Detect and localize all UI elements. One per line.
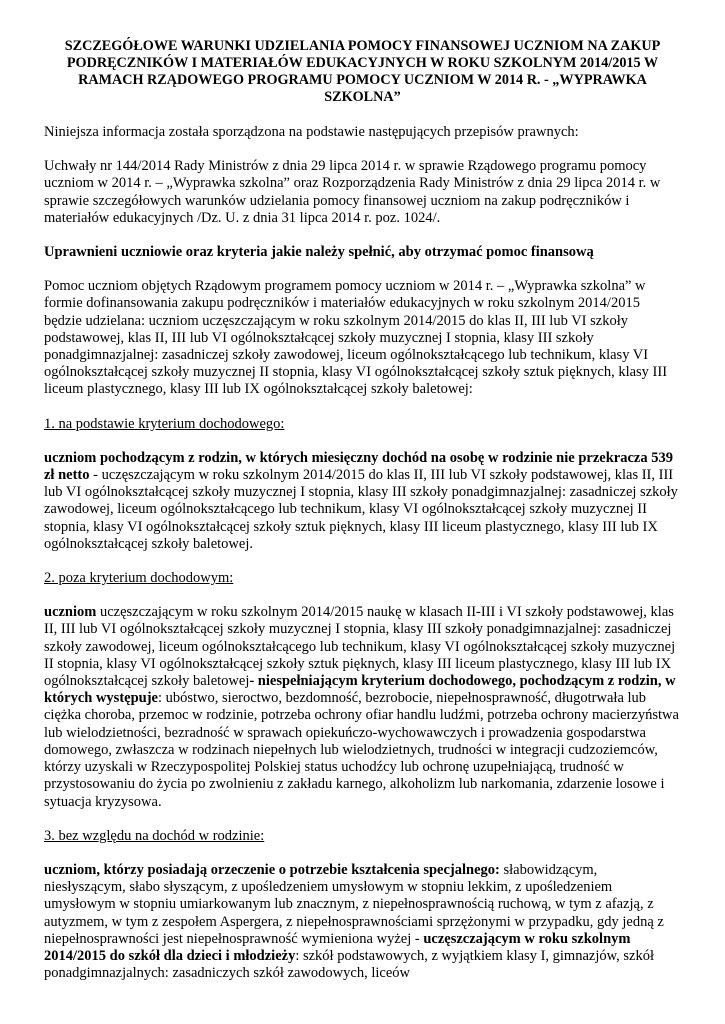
criterion-3-bold-mid: uczęszczającym w roku szkolnym 2014/2015 do szkół dla dzieci i młodzieży <box>44 930 631 964</box>
criterion-3-paragraph <box>44 862 681 982</box>
section-heading: Uprawnieni uczniowie oraz kryteria jakie należy spełnić, aby otrzymać pomoc finansową <box>44 244 594 261</box>
criterion-2-heading: 2. poza kryterium dochodowym: <box>44 570 234 587</box>
criterion-1-bold-lead: uczniom pochodzącym z rodzin, w których miesięczny dochód na osobę w rodzinie nie przekracza 539 zł netto <box>44 449 673 484</box>
criterion-2-bold-mid: - niespełniającym kryterium dochodowego, pochodzącym z rodzin, w których występuje <box>44 673 676 707</box>
section-intro-paragraph: Pomoc uczniom objętych Rządowym programem pomocy uczniom w 2014 r. – „Wyprawka szkolna” w formie dofinansowania zakupu podręczników i materiałów edukacyjnych w roku szkolnym 2014/2015 będzie udzielana: uczniom uczęszczającym w roku szkolnym 2014/2015 do klas II, III lub VI szkoły podstawowej, klas II, III lub VI ogólnokształcącej szkoły muzycznej I stopnia, klasy III szkoły ponadgimnazjalnej: zasadniczej szkoły zawodowej, liceum ogólnokształcącego lub technikum, klasy VI ogólnokształcącej szkoły muzycznej II stopnia, klasy VI ogólnokształcącej szkoły sztuk pięknych, klasy III liceum plastycznego, klasy III lub IX ogólnokształcącej szkoły baletowej: <box>44 278 668 398</box>
intro-paragraph: Niniejsza informacja została sporządzona na podstawie następujących przepisów prawnych: <box>44 124 579 140</box>
criterion-2-text-1: uczęszczającym w roku szkolnym 2014/2015 naukę w klasach II-III i VI szkoły podstawowej, klas II, III lub VI ogólnokształcącej szkoły muzycznej I stopnia, klasy III szkoły ponadgimnazjalnej: zasadniczej szkoły zawodowej, liceum ogólnokształcącego lub technikum, klasy VI ogólnokształcącej szkoły muzycznej II stopnia, klasy VI ogólnokształcącej szkoły sztuk pięknych, klasy III liceum plastycznego, klasy III lub IX ogólnokształcącej szkoły baletowej <box>44 604 676 690</box>
criterion-1-paragraph <box>44 450 681 553</box>
criterion-1-heading: 1. na podstawie kryterium dochodowego: <box>44 415 285 432</box>
criterion-3-text-1: słabowidzącym, niesłyszącym, słabo słyszącym, z upośledzeniem umysłowym w stopniu lekkim, z upośledzeniem umysłowym w stopniu umiarkowanym lub znacznym, z niepełnosprawnością ruchową, w tym z afazją, z autyzmem, w tym z zespołem Aspergera, z niepełnosprawnościami sprzężonymi w przypadku, gdy jedną z niepełnosprawności jest niepełnosprawność wymieniona wyżej - <box>44 861 664 947</box>
criterion-2-paragraph <box>44 604 681 810</box>
legal-basis-paragraph: Uchwały nr 144/2014 Rady Ministrów z dnia 29 lipca 2014 r. w sprawie Rządowego programu pomocy uczniom w 2014 r. – „Wyprawka szkolna” oraz Rozporządzenia Rady Ministrów z dnia 29 lipca 2014 r. w sprawie szczegółowych warunków udzielania pomocy finansowej uczniom na zakup podręczników i materiałów edukacyjnych /Dz. U. z dnia 31 lipca 2014 r. poz. 1024/. <box>44 158 661 226</box>
criterion-3-bold-lead: uczniom, którzy posiadają orzeczenie o potrzebie kształcenia specjalnego: <box>44 861 500 878</box>
criterion-2-text-2: : ubóstwo, sieroctwo, bezdomność, bezrobocie, niepełnosprawność, długotrwała lub ciężka choroba, przemoc w rodzinie, potrzeba ochrony ofiar handlu ludźmi, potrzeba ochrony macierzyństwa lub wielodzietności, bezradność w sprawach opiekuńczo-wychowawczych i prowadzenia gospodarstwa domowego, zwłaszcza w rodzinach niepełnych lub wielodzietnych, trudności w integracji cudzoziemców, którzy uzyskali w Rzeczypospolitej Polskiej status uchodźcy lub ochronę uzupełniającą, trudność w przystosowaniu do życia po zwolnieniu z zakładu karnego, alkoholizm lub narkomania, zdarzenie losowe i sytuacja kryzysowa. <box>44 690 679 810</box>
criterion-1-text: - uczęszczającym w roku szkolnym 2014/2015 do klas II, III lub VI szkoły podstawowej, klas II, III lub VI ogólnokształcącej szkoły muzycznej I stopnia, klasy III szkoły ponadgimnazjalnej: zasadniczej szkoły zawodowej, liceum ogólnokształcącego lub technikum, klasy VI ogólnokształcącej szkoły muzycznej II stopnia, klasy VI ogólnokształcącej szkoły sztuk pięknych, klasy III liceum plastycznego, klasy III lub IX ogólnokształcącej szkoły baletowej. <box>44 467 678 552</box>
criterion-3-text-2: : szkół podstawowych, z wyjątkiem klasy I, gimnazjów, szkół ponadgimnazjalnych: zasadniczych szkół zawodowych, liceów <box>44 947 654 982</box>
criterion-3-heading: 3. bez względu na dochód w rodzinie: <box>44 827 265 844</box>
criterion-2-bold-lead: uczniom <box>44 604 97 621</box>
document-title: SZCZEGÓŁOWE WARUNKI UDZIELANIA POMOCY FINANSOWEJ UCZNIOM NA ZAKUP PODRĘCZNIKÓW I MATERIAŁÓW EDUKACYJNYCH W ROKU SZKOLNYM 2014/2015 W RAMACH RZĄDOWEGO PROGRAMU POMOCY UCZNIOM W 2014 R. - „WYPRAWKA SZKOLNA” <box>64 38 661 105</box>
